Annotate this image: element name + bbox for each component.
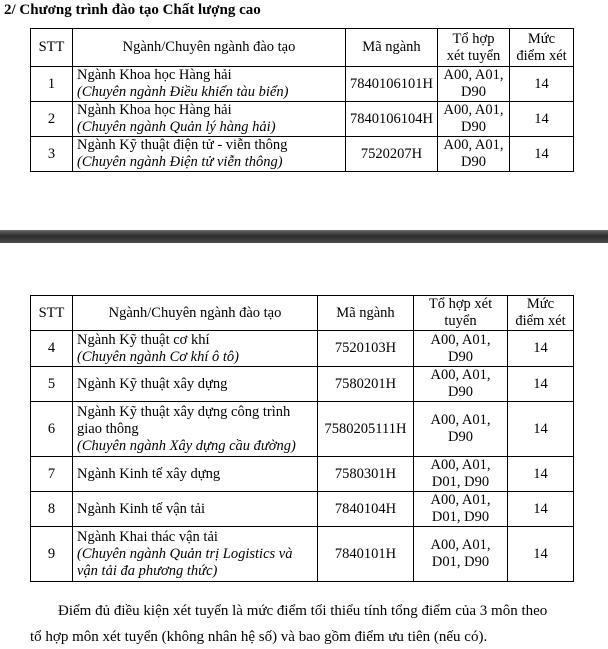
- row-score-text: 14: [533, 375, 548, 392]
- row-score: [508, 402, 574, 457]
- row-code-text: 7840106104H: [350, 110, 433, 127]
- row-specialization: (Chuyên ngành Xây dựng cầu đường): [77, 437, 296, 454]
- row-stt: [31, 492, 73, 527]
- row-specialization: (Chuyên ngành Cơ khí ô tô): [77, 348, 239, 365]
- row-code: [346, 137, 438, 172]
- row-combo-text: A00, A01, D01, D90: [430, 457, 491, 490]
- header-code: Mã ngành: [318, 296, 414, 331]
- row-code: [346, 67, 438, 102]
- row-score: [508, 457, 574, 492]
- table-row: [31, 331, 574, 367]
- table-row: [31, 367, 574, 402]
- row-combo: [414, 331, 508, 367]
- header-score: Mức điểm xét: [510, 29, 574, 67]
- header-code: Mã ngành: [346, 29, 438, 67]
- note-line-2: tổ hợp môn xét tuyển (không nhân hệ số) và bao gồm điểm ưu tiên (nếu có).: [30, 629, 488, 645]
- row-specialization: (Chuyên ngành Quản trị Logistics và vận tải đa phương thức): [77, 545, 293, 579]
- row-major-text: Ngành Kỹ thuật xây dựng công trình giao thông: [77, 403, 291, 437]
- row-score-text: 14: [534, 145, 549, 162]
- row-major: [73, 457, 318, 492]
- row-score-text: 14: [533, 500, 548, 517]
- row-combo-text: A00, A01, D90: [443, 102, 504, 135]
- row-major: [73, 67, 346, 102]
- row-combo-text: A00, A01, D90: [430, 331, 491, 365]
- row-combo: [438, 137, 510, 172]
- row-combo: [414, 457, 508, 492]
- admission-note: [30, 598, 590, 649]
- row-stt-text: 8: [47, 500, 56, 517]
- row-code: [318, 331, 414, 367]
- row-major-text: Ngành Khai thác vận tải: [77, 528, 218, 545]
- row-code: [318, 527, 414, 582]
- row-combo: [438, 102, 510, 137]
- row-code-text: 7840106101H: [350, 75, 433, 92]
- row-stt: [31, 527, 73, 582]
- row-combo-text: A00, A01, D90: [430, 412, 491, 445]
- row-major-text: Ngành Khoa học Hàng hải: [77, 67, 232, 83]
- row-combo-text: A00, A01, D90: [443, 137, 504, 170]
- table-header-row: [31, 296, 574, 331]
- row-score-text: 14: [533, 465, 548, 482]
- row-stt: [31, 367, 73, 402]
- row-score: [510, 102, 574, 137]
- row-stt-text: 3: [47, 145, 56, 162]
- row-specialization: (Chuyên ngành Điều khiển tàu biển): [77, 84, 289, 100]
- row-stt: [31, 331, 73, 367]
- header-combo: Tổ hợp xét tuyển: [438, 29, 510, 67]
- row-code-text: 7840104H: [334, 500, 397, 517]
- program-table-1: [30, 28, 574, 172]
- header-stt: STT: [31, 296, 73, 331]
- row-major: [73, 331, 318, 367]
- row-score: [508, 367, 574, 402]
- row-major-text: Ngành Kỹ thuật xây dựng: [77, 375, 228, 392]
- row-code: [318, 402, 414, 457]
- table-row: [31, 402, 574, 457]
- row-stt: [31, 67, 73, 102]
- table-header-row: [31, 29, 574, 67]
- row-score-text: 14: [533, 420, 548, 437]
- table-row: [31, 527, 574, 582]
- row-stt-text: 4: [47, 340, 56, 356]
- table-row: [31, 67, 574, 102]
- header-stt: STT: [31, 29, 73, 67]
- table-row: [31, 457, 574, 492]
- row-major: [73, 492, 318, 527]
- row-code: [346, 102, 438, 137]
- row-combo: [414, 367, 508, 402]
- program-table-2: [30, 295, 574, 582]
- row-major-text: Ngành Kỹ thuật cơ khí: [77, 331, 210, 348]
- row-major-text: Ngành Kinh tế xây dựng: [77, 465, 221, 482]
- row-stt: [31, 137, 73, 172]
- row-score: [508, 527, 574, 582]
- row-combo: [414, 402, 508, 457]
- row-code-text: 7520207H: [360, 145, 423, 162]
- row-stt: [31, 102, 73, 137]
- row-stt-text: 6: [47, 420, 56, 437]
- table-row: [31, 102, 574, 137]
- table-1-body: [31, 67, 574, 172]
- row-code-text: 7580205111H: [324, 420, 407, 437]
- row-stt: [31, 402, 73, 457]
- row-combo-text: A00, A01, D90: [443, 67, 504, 100]
- header-combo: Tổ hợp xét tuyển: [414, 296, 508, 331]
- row-specialization: (Chuyên ngành Quản lý hàng hải): [77, 119, 276, 135]
- header-major: Ngành/Chuyên ngành đào tạo: [73, 296, 318, 331]
- row-combo: [414, 492, 508, 527]
- row-score: [508, 331, 574, 367]
- header-score: Mức điểm xét: [508, 296, 574, 331]
- row-stt: [31, 457, 73, 492]
- row-specialization: (Chuyên ngành Điện tử viễn thông): [77, 154, 283, 170]
- note-line-1: Điểm đủ điều kiện xét tuyển là mức điểm tối thiểu tính tổng điểm của 3 môn theo: [58, 603, 548, 619]
- table-2-body: [31, 331, 574, 582]
- row-combo-text: A00, A01, D90: [430, 367, 491, 400]
- row-score-text: 14: [533, 545, 548, 562]
- row-code: [318, 492, 414, 527]
- row-score-text: 14: [534, 75, 549, 92]
- row-score: [510, 67, 574, 102]
- row-stt-text: 2: [47, 110, 56, 127]
- row-code-text: 7580301H: [334, 465, 397, 482]
- row-stt-text: 7: [47, 465, 56, 482]
- row-score: [510, 137, 574, 172]
- row-major: [73, 137, 346, 172]
- row-score-text: 14: [533, 340, 548, 356]
- row-code-text: 7520103H: [334, 340, 397, 356]
- row-score-text: 14: [534, 110, 549, 127]
- row-combo: [414, 527, 508, 582]
- row-combo-text: A00, A01, D01, D90: [430, 492, 491, 525]
- row-combo-text: A00, A01, D01, D90: [430, 537, 491, 570]
- row-major: [73, 527, 318, 582]
- row-major-text: Ngành Kỹ thuật điện tử - viễn thông: [77, 137, 288, 153]
- row-code-text: 7580201H: [334, 375, 397, 392]
- row-stt-text: 9: [47, 545, 56, 562]
- row-stt-text: 1: [47, 75, 56, 92]
- header-major: Ngành/Chuyên ngành đào tạo: [73, 29, 346, 67]
- row-code: [318, 367, 414, 402]
- row-major: [73, 367, 318, 402]
- row-major-text: Ngành Kinh tế vận tải: [77, 500, 206, 517]
- section-title: 2/ Chương trình đào tạo Chất lượng cao: [4, 2, 261, 18]
- page-divider-bar: [0, 230, 608, 243]
- row-major: [73, 402, 318, 457]
- row-stt-text: 5: [47, 375, 56, 392]
- row-combo: [438, 67, 510, 102]
- row-code: [318, 457, 414, 492]
- row-major: [73, 102, 346, 137]
- table-row: [31, 492, 574, 527]
- row-score: [508, 492, 574, 527]
- table-row: [31, 137, 574, 172]
- row-major-text: Ngành Khoa học Hàng hải: [77, 102, 232, 118]
- row-code-text: 7840101H: [334, 545, 397, 562]
